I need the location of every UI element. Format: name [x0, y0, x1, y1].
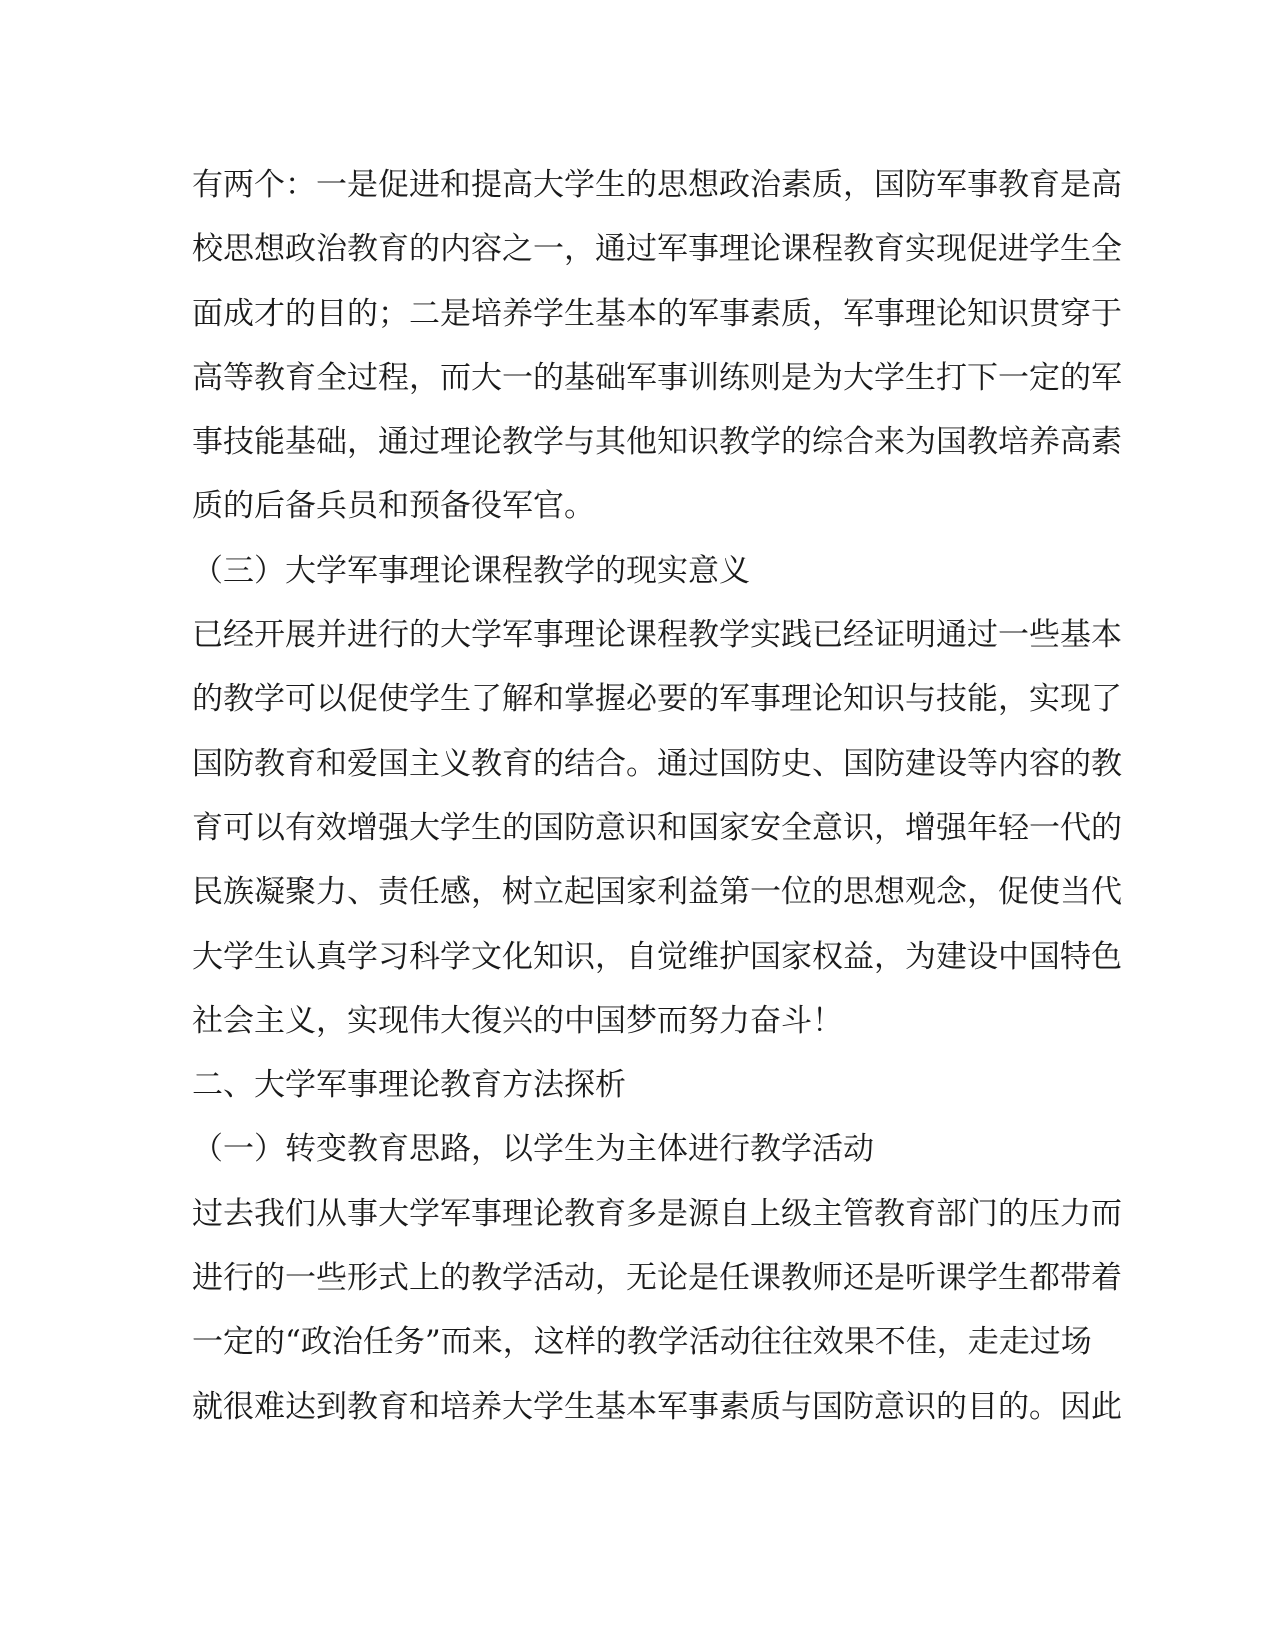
paragraph-line: 校思想政治教育的内容之一，通过军事理论课程教育实现促进学生全	[192, 231, 1122, 268]
paragraph-line: 国防教育和爱国主义教育的结合。通过国防史、国防建设等内容的教	[192, 745, 1122, 782]
paragraph-line: 质的后备兵员和预备役军官。	[192, 488, 595, 525]
paragraph-line: 面成才的目的；二是培养学生基本的军事素质，军事理论知识贯穿于	[192, 295, 1122, 332]
paragraph-line: 就很难达到教育和培养大学生基本军事素质与国防意识的目的。因此	[192, 1388, 1122, 1425]
paragraph-line: 一定的“政治任务”而来，这样的教学活动往往效果不佳，走走过场	[192, 1324, 1092, 1361]
body-text	[192, 153, 1122, 1439]
paragraph-line: 有两个：一是促进和提高大学生的思想政治素质，国防军事教育是高	[192, 167, 1122, 203]
paragraph-line: 进行的一些形式上的教学活动，无论是任课教师还是听课学生都带着	[192, 1260, 1122, 1297]
section-heading: （三）大学军事理论课程教学的现实意义	[192, 552, 750, 589]
paragraph-line: 事技能基础，通过理论教学与其他知识教学的综合来为国教培养高素	[192, 424, 1122, 461]
paragraph-line: 大学生认真学习科学文化知识，自觉维护国家权益，为建设中国特色	[192, 938, 1122, 975]
paragraph-line: 过去我们从事大学军事理论教育多是源自上级主管教育部门的压力而	[192, 1195, 1122, 1232]
paragraph-line: 高等教育全过程，而大一的基础军事训练则是为大学生打下一定的军	[192, 359, 1122, 396]
paragraph-line: 育可以有效增强大学生的国防意识和国家安全意识，增强年轻一代的	[192, 809, 1122, 846]
paragraph-line: 已经开展并进行的大学军事理论课程教学实践已经证明通过一些基本	[192, 617, 1122, 654]
section-heading: （一）转变教育思路，以学生为主体进行教学活动	[192, 1131, 874, 1168]
paragraph-line: 的教学可以促使学生了解和掌握必要的军事理论知识与技能，实现了	[192, 681, 1122, 718]
paragraph-line: 社会主义，实现伟大復兴的中国梦而努力奋斗！	[192, 1002, 843, 1039]
paragraph-line: 民族凝聚力、责任感，树立起国家利益第一位的思想观念，促使当代	[192, 874, 1122, 911]
chapter-heading: 二、大学军事理论教育方法探析	[192, 1067, 626, 1104]
